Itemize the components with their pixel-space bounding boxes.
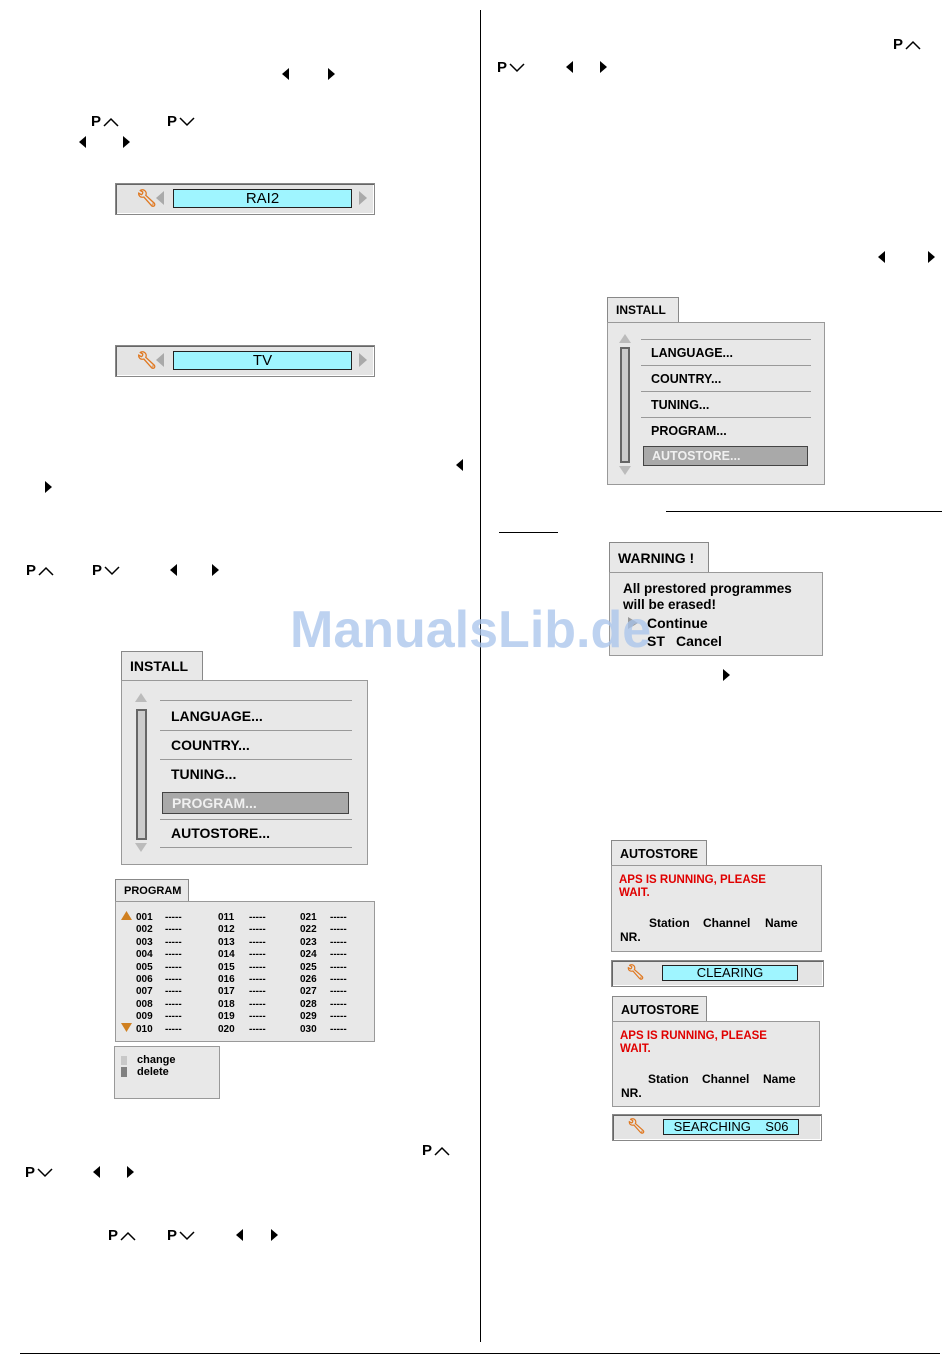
footer-rule (20, 1353, 940, 1354)
p-up-key: P (893, 37, 921, 53)
warning-line2: will be erased! (623, 597, 717, 612)
station-header: Station (649, 916, 690, 930)
p-down-key: P (167, 114, 195, 130)
scrollbar[interactable] (620, 347, 630, 463)
autostore-tab: AUTOSTORE (612, 996, 707, 1022)
menu-item-language[interactable]: LANGUAGE... (651, 346, 733, 360)
right-arrow-icon (328, 68, 335, 80)
aps-running-message: APS IS RUNNING, PLEASE (620, 1030, 767, 1042)
name-bar-tv (115, 345, 375, 377)
right-arrow-icon (271, 1229, 278, 1241)
nr-header: NR. (620, 930, 641, 944)
right-arrow-icon (928, 251, 935, 263)
left-arrow-icon (156, 191, 164, 205)
p-down-key: P (167, 1228, 195, 1244)
menu-item-program[interactable]: PROGRAM... (651, 424, 727, 438)
channel-name-field: RAI2 (173, 189, 352, 208)
wrench-icon: 🔧︎ (626, 964, 646, 981)
scroll-down-icon (619, 466, 631, 475)
menu-item-autostore[interactable]: AUTOSTORE... (171, 825, 271, 841)
p-up-key: P (91, 114, 119, 130)
p-up-key: P (108, 1228, 136, 1244)
clearing-bar (611, 960, 824, 987)
install-menu-panel (607, 322, 825, 485)
aps-wait-message: WAIT. (619, 887, 650, 899)
left-arrow-icon (282, 68, 289, 80)
warning-line1: All prestored programmes (623, 581, 792, 596)
aps-wait-message: WAIT. (620, 1043, 651, 1055)
searching-bar (612, 1114, 822, 1141)
p-down-key: P (25, 1165, 53, 1181)
program-numbers-col3: 021 022 023 024 025 026 027 028 029 030 (300, 912, 317, 1035)
legend-delete: delete (137, 1066, 169, 1078)
right-arrow-icon (359, 191, 367, 205)
scroll-down-icon (121, 1023, 132, 1032)
name-bar-rai2 (115, 183, 375, 215)
nr-header: NR. (621, 1086, 642, 1100)
wrench-icon: 🔧︎ (136, 189, 158, 208)
left-arrow-icon (236, 1229, 243, 1241)
menu-item-country[interactable]: COUNTRY... (171, 737, 250, 753)
program-tab: PROGRAM (115, 879, 189, 902)
left-arrow-icon (156, 353, 164, 367)
clearing-status: CLEARING (662, 965, 798, 981)
program-numbers-col2: 011 012 013 014 015 016 017 018 019 020 (218, 912, 235, 1035)
autostore-dialog (611, 865, 822, 952)
scroll-up-icon (121, 911, 132, 920)
left-arrow-icon (93, 1166, 100, 1178)
scroll-down-icon (135, 843, 147, 852)
p-down-key: P (497, 60, 525, 76)
column-divider (480, 10, 481, 1342)
program-numbers-col1: 001 002 003 004 005 006 007 008 009 010 (136, 912, 153, 1035)
change-color-swatch (121, 1056, 127, 1065)
program-names-col1: ----- ----- ----- ----- ----- ----- ----- ----- ----- ----- (165, 912, 182, 1035)
delete-color-swatch (121, 1067, 127, 1077)
program-table-panel (115, 901, 375, 1042)
channel-header: Channel (703, 916, 751, 930)
warning-tab: WARNING ! (609, 542, 709, 573)
st-key-label: ST (647, 633, 665, 649)
install-tab: INSTALL (607, 297, 679, 323)
right-arrow-icon (600, 61, 607, 73)
scroll-up-icon (135, 693, 147, 702)
p-up-key: P (26, 563, 54, 579)
autostore-tab: AUTOSTORE (611, 840, 707, 866)
watermark: ManualsLib.de (290, 601, 652, 659)
menu-item-language[interactable]: LANGUAGE... (171, 708, 263, 724)
menu-item-tuning[interactable]: TUNING... (171, 766, 237, 782)
name-header: Name (765, 916, 798, 930)
install-tab: INSTALL (121, 651, 203, 681)
p-up-key: P (422, 1143, 450, 1159)
install-menu-panel (121, 680, 368, 865)
legend-box (114, 1046, 220, 1099)
underline-rule (499, 532, 558, 533)
program-names-col2: ----- ----- ----- ----- ----- ----- ----- ----- ----- ----- (249, 912, 266, 1035)
wrench-icon: 🔧︎ (627, 1118, 647, 1135)
left-arrow-icon (170, 564, 177, 576)
continue-option[interactable]: Continue (647, 615, 708, 631)
wrench-icon: 🔧︎ (136, 351, 158, 370)
p-down-key: P (92, 563, 120, 579)
cancel-option[interactable]: Cancel (676, 633, 722, 649)
right-arrow-icon (123, 136, 130, 148)
searching-status: SEARCHING S06 (663, 1119, 799, 1135)
right-arrow-icon (723, 669, 730, 681)
menu-item-tuning[interactable]: TUNING... (651, 398, 710, 412)
scrollbar[interactable] (136, 709, 147, 840)
station-header: Station (648, 1072, 689, 1086)
menu-item-program-selected[interactable]: PROGRAM... (162, 792, 349, 814)
right-arrow-icon (212, 564, 219, 576)
legend-change: change (137, 1054, 176, 1066)
menu-item-autostore-selected[interactable]: AUTOSTORE... (643, 446, 808, 466)
program-names-col3: ----- ----- ----- ----- ----- ----- ----- ----- ----- ----- (330, 912, 347, 1035)
left-arrow-icon (878, 251, 885, 263)
left-arrow-icon (566, 61, 573, 73)
autostore-dialog (612, 1021, 820, 1107)
right-arrow-icon (45, 481, 52, 493)
right-arrow-icon (359, 353, 367, 367)
left-arrow-icon (79, 136, 86, 148)
name-header: Name (763, 1072, 796, 1086)
scroll-up-icon (619, 334, 631, 343)
right-arrow-icon (127, 1166, 134, 1178)
underline-rule (666, 511, 942, 512)
left-arrow-icon (456, 459, 463, 471)
band-field: TV (173, 351, 352, 370)
aps-running-message: APS IS RUNNING, PLEASE (619, 874, 766, 886)
channel-header: Channel (702, 1072, 750, 1086)
menu-item-country[interactable]: COUNTRY... (651, 372, 722, 386)
